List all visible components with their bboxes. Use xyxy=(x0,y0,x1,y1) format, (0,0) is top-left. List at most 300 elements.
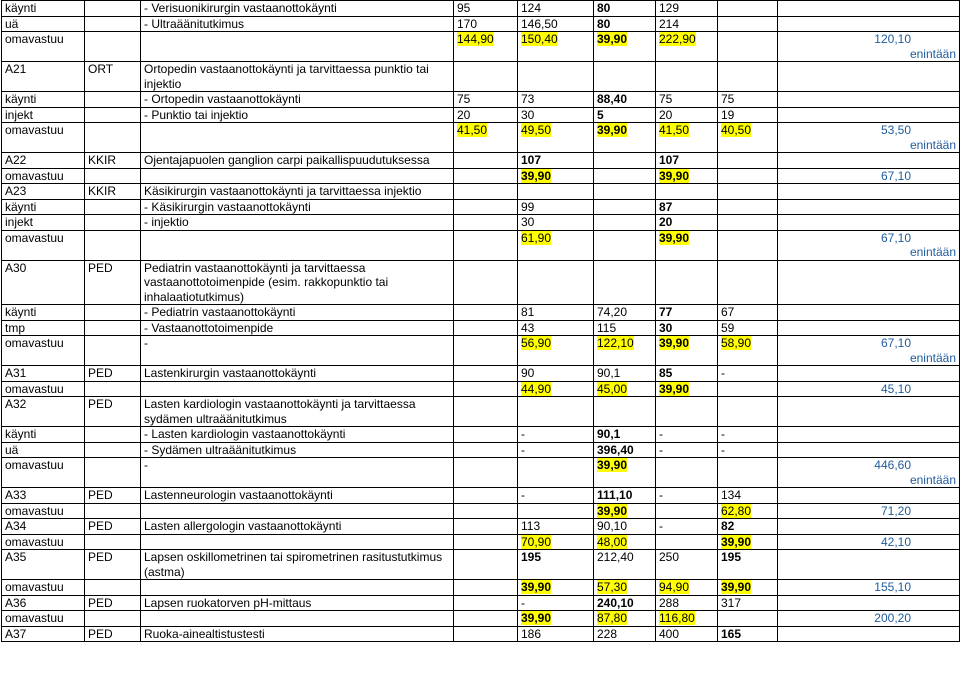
value-cell xyxy=(518,366,594,382)
value-text: 82 xyxy=(721,519,735,533)
value-text: 87 xyxy=(659,199,673,214)
value-text: 146,50 xyxy=(521,16,558,31)
value-cell xyxy=(594,488,656,504)
value-cell xyxy=(454,595,518,611)
row-description: - Verisuonikirurgin vastaanottokäynti xyxy=(141,1,454,17)
value-text: 170 xyxy=(457,16,478,31)
value-cell xyxy=(454,123,518,153)
row-unit: KKIR xyxy=(85,153,141,169)
value-cell xyxy=(454,320,518,336)
value-cell xyxy=(656,336,718,366)
value-cell xyxy=(454,215,518,231)
value-text: 20 xyxy=(457,107,471,122)
value-text: - xyxy=(721,442,725,457)
max-amount-cell xyxy=(778,230,960,260)
value-cell xyxy=(718,580,778,596)
value-cell xyxy=(518,32,594,62)
max-amount-cell xyxy=(778,320,960,336)
row-unit: PED xyxy=(85,260,141,305)
value-text: 111,10 xyxy=(597,488,633,502)
row-code: A21 xyxy=(2,62,85,92)
value-text: 75 xyxy=(457,92,471,106)
row-description: Lasten allergologin vastaanottokäynti xyxy=(141,519,454,535)
row-description: - Käsikirurgin vastaanottokäynti xyxy=(141,199,454,215)
value-cell xyxy=(594,580,656,596)
value-text: 39,90 xyxy=(521,611,552,625)
value-cell xyxy=(718,92,778,108)
row-code: A33 xyxy=(2,488,85,504)
value-text: - xyxy=(521,595,525,610)
value-cell xyxy=(718,336,778,366)
row-unit: PED xyxy=(85,488,141,504)
value-cell xyxy=(454,534,518,550)
value-text: 150,40 xyxy=(521,32,558,46)
value-text: 44,90 xyxy=(521,381,552,396)
max-amount-note: enintään xyxy=(909,350,956,365)
value-text: 85 xyxy=(659,366,673,380)
table-body xyxy=(2,1,960,642)
omavastuu-row xyxy=(2,580,960,596)
value-cell xyxy=(518,153,594,169)
row-description xyxy=(141,381,454,397)
value-text: 116,80 xyxy=(659,611,695,625)
value-text: 87,80 xyxy=(597,611,628,625)
value-text: 214 xyxy=(659,16,680,31)
value-text: 30 xyxy=(521,107,535,122)
value-cell xyxy=(718,442,778,458)
value-text: 39,90 xyxy=(721,534,752,549)
value-cell xyxy=(454,458,518,488)
row-unit xyxy=(85,534,141,550)
service-row xyxy=(2,595,960,611)
value-text: 107 xyxy=(521,153,542,167)
max-amount-cell xyxy=(778,488,960,504)
value-cell xyxy=(518,305,594,321)
row-code: omavastuu xyxy=(2,123,85,153)
omavastuu-row xyxy=(2,381,960,397)
value-cell xyxy=(454,626,518,642)
value-text: - xyxy=(659,442,663,457)
value-cell xyxy=(454,305,518,321)
row-unit xyxy=(85,199,141,215)
value-text: 129 xyxy=(659,1,680,15)
omavastuu-row xyxy=(2,458,960,488)
max-amount-cell xyxy=(778,550,960,580)
value-cell xyxy=(518,92,594,108)
max-amount-cell xyxy=(778,397,960,427)
value-text: 81 xyxy=(521,305,535,319)
row-unit xyxy=(85,107,141,123)
row-code: omavastuu xyxy=(2,230,85,260)
value-cell xyxy=(518,442,594,458)
row-unit: PED xyxy=(85,595,141,611)
value-cell xyxy=(718,503,778,519)
max-amount-cell xyxy=(778,168,960,184)
value-text: 73 xyxy=(521,92,535,106)
value-text: 113 xyxy=(521,519,541,533)
value-text: 107 xyxy=(659,153,680,167)
value-cell xyxy=(656,123,718,153)
max-amount-cell xyxy=(778,62,960,92)
row-description: Lastenkirurgin vastaanottokäynti xyxy=(141,366,454,382)
value-cell xyxy=(718,62,778,92)
value-text: 20 xyxy=(659,107,673,122)
service-row xyxy=(2,397,960,427)
value-cell xyxy=(656,305,718,321)
value-text: 75 xyxy=(659,92,673,106)
row-code: tmp xyxy=(2,320,85,336)
value-cell xyxy=(454,397,518,427)
value-text: 77 xyxy=(659,305,673,319)
max-amount-cell xyxy=(778,199,960,215)
value-cell xyxy=(518,107,594,123)
row-code: A36 xyxy=(2,595,85,611)
value-cell xyxy=(656,534,718,550)
item-row xyxy=(2,92,960,108)
row-unit xyxy=(85,580,141,596)
row-code: A34 xyxy=(2,519,85,535)
value-cell xyxy=(454,488,518,504)
value-cell xyxy=(594,366,656,382)
value-text: 39,90 xyxy=(659,336,690,350)
row-code: A30 xyxy=(2,260,85,305)
value-text: 39,90 xyxy=(659,168,690,183)
value-text: 250 xyxy=(659,550,680,564)
service-row xyxy=(2,260,960,305)
value-text: 39,90 xyxy=(721,580,752,594)
row-description: - xyxy=(141,336,454,366)
value-text: 39,90 xyxy=(597,123,628,137)
value-cell xyxy=(518,519,594,535)
value-cell xyxy=(518,381,594,397)
value-cell xyxy=(454,1,518,17)
value-cell xyxy=(518,336,594,366)
row-unit xyxy=(85,230,141,260)
value-cell xyxy=(594,199,656,215)
value-text: 67 xyxy=(721,305,735,319)
value-cell xyxy=(594,107,656,123)
value-cell xyxy=(718,1,778,17)
row-code: injekt xyxy=(2,215,85,231)
value-cell xyxy=(454,168,518,184)
max-amount-cell xyxy=(778,442,960,458)
row-description xyxy=(141,230,454,260)
item-row xyxy=(2,305,960,321)
max-amount-cell xyxy=(778,107,960,123)
value-text: 165 xyxy=(721,626,742,641)
max-amount-cell xyxy=(778,32,960,62)
value-cell xyxy=(454,427,518,443)
row-description: - xyxy=(141,458,454,488)
value-cell xyxy=(594,123,656,153)
value-text: 41,50 xyxy=(457,123,488,137)
max-amount: 42,10 xyxy=(880,534,911,549)
value-text: 59 xyxy=(721,320,735,335)
max-amount-cell xyxy=(778,534,960,550)
value-text: 30 xyxy=(659,320,673,335)
value-cell xyxy=(656,550,718,580)
value-cell xyxy=(718,123,778,153)
price-table xyxy=(1,0,960,642)
row-description: Lapsen oskillometrinen tai spirometrinen rasitustutkimus (astma) xyxy=(141,550,454,580)
value-text: 80 xyxy=(597,1,611,15)
max-amount-cell xyxy=(778,427,960,443)
value-cell xyxy=(518,1,594,17)
value-text: 222,90 xyxy=(659,32,696,46)
value-cell xyxy=(718,458,778,488)
max-amount-cell xyxy=(778,16,960,32)
row-unit xyxy=(85,168,141,184)
max-amount: 155,10 xyxy=(874,580,911,594)
value-cell xyxy=(594,1,656,17)
value-cell xyxy=(594,519,656,535)
value-cell xyxy=(718,16,778,32)
row-code: käynti xyxy=(2,305,85,321)
service-row xyxy=(2,488,960,504)
value-text: 39,90 xyxy=(597,32,628,46)
max-amount-cell xyxy=(778,458,960,488)
value-cell xyxy=(454,16,518,32)
value-cell xyxy=(656,320,718,336)
row-description xyxy=(141,611,454,627)
omavastuu-row xyxy=(2,168,960,184)
row-description: - injektio xyxy=(141,215,454,231)
row-unit: ORT xyxy=(85,62,141,92)
value-text: 396,40 xyxy=(597,442,634,457)
row-code: omavastuu xyxy=(2,580,85,596)
max-amount: 67,10 xyxy=(880,230,911,245)
value-text: 90 xyxy=(521,366,535,380)
value-text: 115 xyxy=(597,320,617,335)
item-row xyxy=(2,442,960,458)
item-row xyxy=(2,199,960,215)
value-cell xyxy=(718,550,778,580)
value-cell xyxy=(656,442,718,458)
value-text: 80 xyxy=(597,16,611,31)
value-cell xyxy=(718,32,778,62)
value-cell xyxy=(594,62,656,92)
service-row xyxy=(2,184,960,200)
value-cell xyxy=(718,168,778,184)
row-code: A22 xyxy=(2,153,85,169)
value-cell xyxy=(656,397,718,427)
row-unit: PED xyxy=(85,397,141,427)
value-cell xyxy=(594,215,656,231)
value-cell xyxy=(656,260,718,305)
value-cell xyxy=(454,230,518,260)
value-cell xyxy=(594,260,656,305)
max-amount: 67,10 xyxy=(880,168,911,183)
max-amount-cell xyxy=(778,123,960,153)
value-cell xyxy=(518,62,594,92)
value-cell xyxy=(454,62,518,92)
row-description: - Pediatrin vastaanottokäynti xyxy=(141,305,454,321)
value-text: 39,90 xyxy=(659,230,690,245)
value-cell xyxy=(518,230,594,260)
value-cell xyxy=(656,215,718,231)
row-code: käynti xyxy=(2,199,85,215)
value-cell xyxy=(594,168,656,184)
row-code: omavastuu xyxy=(2,32,85,62)
row-code: omavastuu xyxy=(2,336,85,366)
row-description: Ruoka-ainealtistustesti xyxy=(141,626,454,642)
value-cell xyxy=(656,488,718,504)
omavastuu-row xyxy=(2,534,960,550)
value-cell xyxy=(594,503,656,519)
row-code: A23 xyxy=(2,184,85,200)
value-text: 122,10 xyxy=(597,336,634,350)
max-amount: 45,10 xyxy=(880,381,911,396)
value-cell xyxy=(656,519,718,535)
value-cell xyxy=(718,626,778,642)
value-cell xyxy=(454,260,518,305)
row-description xyxy=(141,123,454,153)
value-text: - xyxy=(521,488,525,502)
value-cell xyxy=(656,107,718,123)
row-unit xyxy=(85,336,141,366)
value-text: 48,00 xyxy=(597,534,628,549)
item-row xyxy=(2,107,960,123)
row-description xyxy=(141,168,454,184)
row-code: A35 xyxy=(2,550,85,580)
value-cell xyxy=(454,153,518,169)
value-cell xyxy=(656,427,718,443)
omavastuu-row xyxy=(2,336,960,366)
value-cell xyxy=(656,153,718,169)
service-row xyxy=(2,366,960,382)
value-text: 39,90 xyxy=(521,580,552,594)
value-cell xyxy=(454,32,518,62)
row-code: A37 xyxy=(2,626,85,642)
value-text: 88,40 xyxy=(597,92,628,106)
max-amount-cell xyxy=(778,381,960,397)
value-text: 134 xyxy=(721,488,742,502)
row-description: Käsikirurgin vastaanottokäynti ja tarvittaessa injektio xyxy=(141,184,454,200)
value-text: 43 xyxy=(521,320,535,335)
omavastuu-row xyxy=(2,611,960,627)
max-amount-cell xyxy=(778,305,960,321)
value-cell xyxy=(718,320,778,336)
max-amount-cell xyxy=(778,626,960,642)
value-cell xyxy=(518,626,594,642)
value-cell xyxy=(518,320,594,336)
value-text: 90,10 xyxy=(597,519,628,533)
max-amount-cell xyxy=(778,153,960,169)
max-amount-note: enintään xyxy=(909,472,956,487)
max-amount-cell xyxy=(778,503,960,519)
value-text: 41,50 xyxy=(659,123,690,137)
row-unit xyxy=(85,503,141,519)
row-unit xyxy=(85,123,141,153)
value-text: 62,80 xyxy=(721,503,752,518)
row-code: käynti xyxy=(2,92,85,108)
max-amount: 53,50 xyxy=(880,123,911,137)
value-text: 40,50 xyxy=(721,123,752,137)
value-cell xyxy=(718,199,778,215)
value-cell xyxy=(518,168,594,184)
item-row xyxy=(2,427,960,443)
value-text: 70,90 xyxy=(521,534,552,549)
value-cell xyxy=(718,107,778,123)
value-text: 95 xyxy=(457,1,471,15)
row-code: käynti xyxy=(2,427,85,443)
value-text: 212,40 xyxy=(597,550,634,564)
max-amount-cell xyxy=(778,1,960,17)
service-row xyxy=(2,550,960,580)
row-code: injekt xyxy=(2,107,85,123)
row-unit xyxy=(85,1,141,17)
value-cell xyxy=(718,305,778,321)
row-description: Lapsen ruokatorven pH-mittaus xyxy=(141,595,454,611)
value-text: 39,90 xyxy=(659,381,690,396)
value-cell xyxy=(656,62,718,92)
row-code: A31 xyxy=(2,366,85,382)
value-text: 20 xyxy=(659,215,673,229)
value-cell xyxy=(454,550,518,580)
value-cell xyxy=(718,260,778,305)
value-cell xyxy=(718,595,778,611)
value-text: 94,90 xyxy=(659,580,690,594)
row-description: Lastenneurologin vastaanottokäynti xyxy=(141,488,454,504)
item-row xyxy=(2,1,960,17)
value-text: 288 xyxy=(659,595,680,610)
max-amount-cell xyxy=(778,215,960,231)
omavastuu-row xyxy=(2,230,960,260)
item-row xyxy=(2,215,960,231)
max-amount-cell xyxy=(778,519,960,535)
value-text: - xyxy=(721,366,725,380)
value-cell xyxy=(656,199,718,215)
value-cell xyxy=(454,107,518,123)
value-cell xyxy=(518,260,594,305)
max-amount-note: enintään xyxy=(909,137,956,152)
row-description xyxy=(141,534,454,550)
row-unit: PED xyxy=(85,626,141,642)
max-amount-cell xyxy=(778,92,960,108)
row-code: käynti xyxy=(2,1,85,17)
row-code: omavastuu xyxy=(2,503,85,519)
value-cell xyxy=(718,184,778,200)
value-text: 240,10 xyxy=(597,595,634,610)
row-description: - Ultraäänitutkimus xyxy=(141,16,454,32)
row-unit xyxy=(85,442,141,458)
value-text: 124 xyxy=(521,1,542,15)
value-text: 75 xyxy=(721,92,735,106)
value-cell xyxy=(594,427,656,443)
value-text: 39,90 xyxy=(521,168,552,183)
value-cell xyxy=(656,32,718,62)
value-cell xyxy=(718,381,778,397)
row-description xyxy=(141,32,454,62)
value-text: - xyxy=(521,442,525,457)
max-amount-cell xyxy=(778,611,960,627)
max-amount-cell xyxy=(778,260,960,305)
value-cell xyxy=(594,32,656,62)
value-cell xyxy=(454,366,518,382)
value-cell xyxy=(518,427,594,443)
row-description: Pediatrin vastaanottokäynti ja tarvittaessa vastaanottotoimenpide (esim. rakkopunktio tai inhalaatiotutkimus) xyxy=(141,260,454,305)
max-amount: 446,60 xyxy=(874,458,911,472)
value-text: 90,1 xyxy=(597,366,621,380)
max-amount: 200,20 xyxy=(874,611,911,625)
value-text: 186 xyxy=(521,626,542,641)
row-description: Ojentajapuolen ganglion carpi paikallispuudutuksessa xyxy=(141,153,454,169)
row-unit xyxy=(85,92,141,108)
row-unit xyxy=(85,458,141,488)
value-cell xyxy=(454,580,518,596)
value-cell xyxy=(594,442,656,458)
value-text: 39,90 xyxy=(597,503,628,518)
